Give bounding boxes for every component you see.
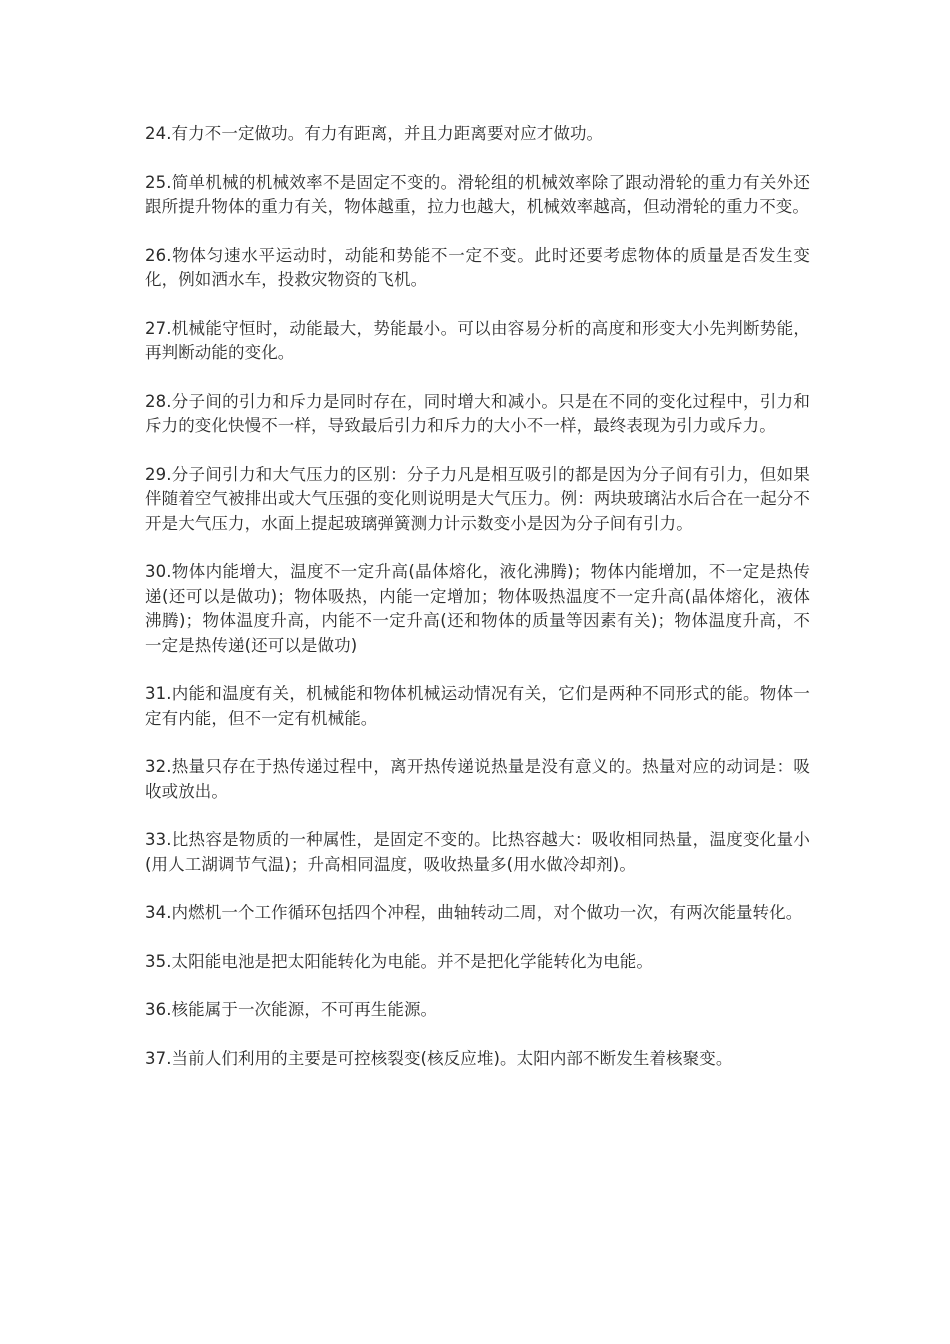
paragraph-33: 33.比热容是物质的一种属性，是固定不变的。比热容越大：吸收相同热量，温度变化量小(用人工湖调节气温)；升高相同温度，吸收热量多(用水做冷却剂)。 [145, 830, 810, 874]
paragraph-30: 30.物体内能增大，温度不一定升高(晶体熔化，液化沸腾)；物体内能增加，不一定是热传递(还可以是做功)；物体吸热，内能一定增加；物体吸热温度不一定升高(晶体熔化，液体沸腾)；物体温度升高，内能不一定升高(还和物体的质量等因素有关)；物体温度升高，不一定是热传递(还可以是做功) [145, 562, 810, 655]
paragraph-35: 35.太阳能电池是把太阳能转化为电能。并不是把化学能转化为电能。 [145, 951, 653, 971]
paragraph-26: 26.物体匀速水平运动时，动能和势能不一定不变。此时还要考虑物体的质量是否发生变化，例如洒水车，投救灾物资的飞机。 [145, 245, 810, 289]
paragraph-34: 34.内燃机一个工作循环包括四个冲程，曲轴转动二周，对个做功一次，有两次能量转化。 [145, 903, 803, 922]
paragraph-29: 29.分子间引力和大气压力的区别：分子力凡是相互吸引的都是因为分子间有引力，但如果伴随着空气被排出或大气压强的变化则说明是大气压力。例：两块玻璃沾水后合在一起分不开是大气压力，水面上提起玻璃弹簧测力计示数变小是因为分子间有引力。 [145, 464, 810, 533]
paragraph-27: 27.机械能守恒时，动能最大，势能最小。可以由容易分析的高度和形变大小先判断势能，再判断动能的变化。 [145, 318, 810, 362]
paragraph-32: 32.热量只存在于热传递过程中，离开热传递说热量是没有意义的。热量对应的动词是：吸收或放出。 [145, 757, 810, 801]
paragraph-25: 25.简单机械的机械效率不是固定不变的。滑轮组的机械效率除了跟动滑轮的重力有关外还跟所提升物体的重力有关，物体越重，拉力也越大，机械效率越高，但动滑轮的重力不变。 [145, 172, 810, 216]
paragraph-31: 31.内能和温度有关，机械能和物体机械运动情况有关，它们是两种不同形式的能。物体一定有内能，但不一定有机械能。 [145, 684, 810, 728]
paragraph-28: 28.分子间的引力和斥力是同时存在，同时增大和减小。只是在不同的变化过程中，引力和斥力的变化快慢不一样，导致最后引力和斥力的大小不一样，最终表现为引力或斥力。 [145, 391, 810, 435]
paragraph-37: 37.当前人们利用的主要是可控核裂变(核反应堆)。太阳内部不断发生着核聚变。 [145, 1048, 733, 1068]
paragraph-36: 36.核能属于一次能源，不可再生能源。 [145, 1000, 438, 1019]
document-body [145, 122, 810, 1071]
paragraph-24: 24.有力不一定做功。有力有距离，并且力距离要对应才做功。 [145, 124, 604, 143]
